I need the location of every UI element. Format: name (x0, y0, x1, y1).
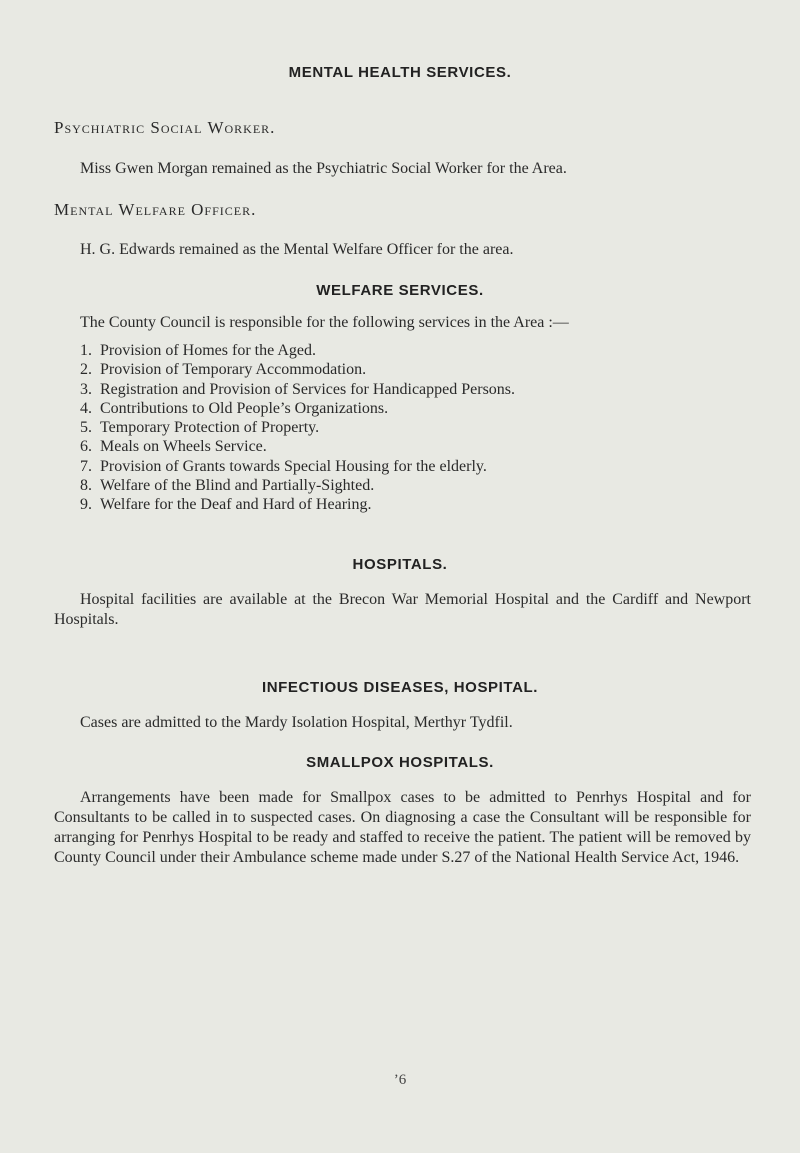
heading-hospitals: HOSPITALS. (352, 556, 448, 573)
list-item-text: Contributions to Old People’s Organizations. (100, 399, 389, 417)
welfare-intro-text: The County Council is responsible for the following services in the Area :— (80, 314, 569, 331)
list-item-number: 9. (80, 496, 92, 514)
list-item-text: Provision of Homes for the Aged. (100, 342, 316, 359)
heading-infectious-diseases-hospital: INFECTIOUS DISEASES, HOSPITAL. (261, 679, 539, 696)
list-item-text: Temporary Protection of Property. (100, 419, 320, 437)
subheading-mental-welfare-officer: Mental Welfare Officer. (54, 200, 257, 219)
list-item (80, 495, 515, 514)
list-item-number: 2. (80, 361, 92, 379)
list-item-number: 1. (80, 342, 92, 359)
welfare-services-list (80, 341, 515, 515)
list-item (80, 476, 515, 495)
page-number: ’6 (393, 1072, 407, 1088)
list-item-text: Welfare for the Deaf and Hard of Hearing. (100, 496, 372, 514)
list-item-number: 8. (80, 477, 92, 495)
list-item-number: 3. (80, 380, 92, 398)
list-item-text: Provision of Temporary Accommodation. (100, 361, 367, 379)
list-item-number: 7. (80, 457, 92, 475)
hospitals-text: Hospital facilities are available at the Brecon War Memorial Hospital and the Cardiff and Newport Hospitals. (54, 591, 751, 628)
heading-smallpox-hospitals: SMALLPOX HOSPITALS. (306, 754, 494, 771)
list-item (80, 457, 515, 476)
list-item (80, 380, 515, 399)
list-item-number: 4. (80, 399, 92, 417)
subheading-psychiatric-social-worker: Psychiatric Social Worker. (54, 118, 276, 137)
list-item (80, 418, 515, 437)
smallpox-hospitals-text: Arrangements have been made for Smallpox cases to be admitted to Penrhys Hospital and for Consultants to be called in to suspected cases. On diagnosing a case the Consultant will be responsible for arranging for Penrhys Hospital to be ready and staffed to receive the patient. The patient will be removed by County Council under their Ambulance scheme made under S.27 of the National Health Service Act, 1946. (54, 789, 751, 866)
list-item-number: 5. (80, 419, 92, 437)
list-item-text: Welfare of the Blind and Partially-Sighted. (100, 477, 375, 495)
list-item-text: Provision of Grants towards Special Housing for the elderly. (100, 457, 487, 475)
psychiatric-social-worker-text: Miss Gwen Morgan remained as the Psychiatric Social Worker for the Area. (80, 160, 567, 177)
list-item (80, 341, 515, 360)
list-item (80, 360, 515, 379)
list-item-number: 6. (80, 438, 92, 456)
mental-welfare-officer-text: H. G. Edwards remained as the Mental Welfare Officer for the area. (80, 241, 514, 258)
list-item-text: Meals on Wheels Service. (100, 438, 267, 456)
heading-welfare-services: WELFARE SERVICES. (316, 282, 484, 299)
list-item-text: Registration and Provision of Services for Handicapped Persons. (100, 380, 516, 398)
infectious-diseases-text: Cases are admitted to the Mardy Isolation Hospital, Merthyr Tydfil. (80, 714, 513, 731)
list-item (80, 399, 515, 418)
heading-mental-health-services: MENTAL HEALTH SERVICES. (288, 64, 512, 81)
list-item (80, 437, 515, 456)
